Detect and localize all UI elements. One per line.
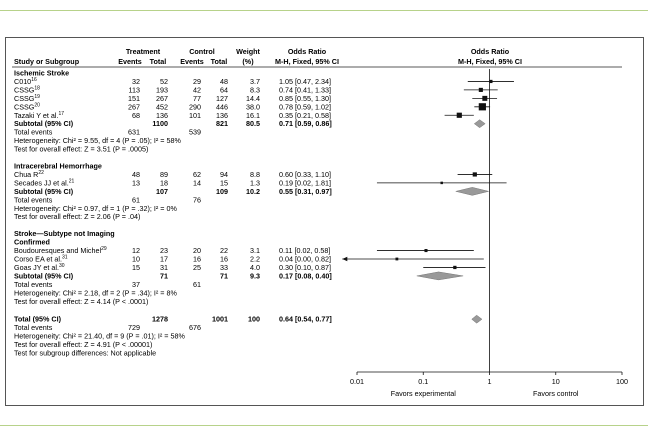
row-reference: 20 bbox=[34, 102, 40, 109]
treatment-total-cell: 267 bbox=[156, 93, 168, 103]
odds-ratio-cell: 0.85 [0.55, 1.30] bbox=[279, 93, 331, 103]
row-reference: 22 bbox=[38, 169, 44, 176]
control-events-cell: 25 bbox=[193, 262, 201, 272]
study-marker bbox=[473, 172, 477, 176]
row-label: Test for overall effect: Z = 3.51 (P = .0005) bbox=[14, 144, 149, 154]
treatment-total-cell: 452 bbox=[156, 102, 168, 112]
weight-cell: 38.0 bbox=[246, 102, 260, 112]
control-events-cell: 76 bbox=[193, 195, 201, 205]
header-weight-unit: (%) bbox=[242, 57, 254, 66]
study-marker bbox=[440, 182, 442, 184]
row-label: Test for overall effect: Z = 4.14 (P < .0001) bbox=[14, 296, 149, 306]
row-label: Subtotal (95% CI) bbox=[14, 186, 74, 196]
odds-ratio-cell: 0.35 [0.21, 0.58] bbox=[279, 110, 331, 120]
header-study: Study or Subgroup bbox=[14, 57, 80, 66]
row-label: Chua $R^{22}$ bbox=[14, 169, 44, 179]
study-marker bbox=[424, 249, 427, 252]
control-events-cell: 539 bbox=[189, 127, 201, 137]
study-marker bbox=[482, 96, 487, 101]
row-label: $C010^{16}$ bbox=[14, 76, 37, 86]
treatment-total-cell: 18 bbox=[160, 178, 168, 188]
weight-cell: 80.5 bbox=[246, 119, 260, 129]
study-marker bbox=[479, 88, 483, 92]
row-label: Test for overall effect: Z = 4.91 (P < .00001) bbox=[14, 340, 153, 350]
row-label: Total events bbox=[14, 323, 53, 333]
row-reference: 16 bbox=[31, 76, 37, 83]
weight-cell: 2.2 bbox=[250, 254, 260, 264]
plot-header-method: M-H, Fixed, 95% CI bbox=[458, 57, 522, 66]
control-events-cell: 14 bbox=[193, 178, 201, 188]
row-label: Subtotal (95% CI) bbox=[14, 119, 74, 129]
control-total-cell: 446 bbox=[216, 102, 228, 112]
row-reference: 29 bbox=[101, 246, 107, 253]
weight-cell: 14.4 bbox=[246, 93, 260, 103]
control-events-cell: 20 bbox=[193, 246, 201, 256]
control-events-cell: 61 bbox=[193, 279, 201, 289]
treatment-events-cell: 729 bbox=[128, 323, 140, 333]
row-label: Test for subgroup differences: Not applicable bbox=[14, 348, 157, 358]
treatment-total-cell: 1100 bbox=[152, 119, 168, 129]
row-label: CSSG$^{18}$ bbox=[14, 85, 40, 95]
favors-control-label: Favors control bbox=[532, 389, 579, 398]
treatment-events-cell: 151 bbox=[128, 93, 140, 103]
axis-tick-label: 100 bbox=[616, 377, 628, 386]
row-label: Tazaki Y et al.$^{17}$ bbox=[14, 110, 65, 120]
header-weight: Weight bbox=[236, 47, 260, 56]
control-events-cell: 29 bbox=[193, 76, 201, 86]
control-total-cell: 136 bbox=[216, 110, 228, 120]
odds-ratio-cell: 0.55 [0.31, 0.97] bbox=[279, 186, 332, 196]
row-label: Total (95% CI) bbox=[14, 314, 61, 324]
weight-cell: 9.3 bbox=[250, 271, 260, 281]
treatment-events-cell: 68 bbox=[132, 110, 140, 120]
odds-ratio-cell: 0.19 [0.02, 1.81] bbox=[279, 178, 331, 188]
row-reference: 31 bbox=[61, 254, 68, 261]
treatment-total-cell: 71 bbox=[160, 271, 168, 281]
control-events-cell: 77 bbox=[193, 93, 201, 103]
plot-header-title: Odds Ratio bbox=[470, 47, 510, 56]
control-events-cell: 101 bbox=[189, 110, 201, 120]
control-events-cell: 62 bbox=[193, 169, 201, 179]
study-marker bbox=[479, 103, 486, 110]
row-label: Heterogeneity: Chi² = 9.55, df = 4 (P = .05); I² = 58% bbox=[14, 136, 181, 146]
treatment-events-cell: 113 bbox=[128, 85, 140, 95]
row-label: Ischemic Stroke bbox=[14, 68, 70, 78]
control-total-cell: 109 bbox=[216, 186, 228, 196]
pooled-diamond bbox=[456, 187, 489, 195]
study-marker bbox=[457, 113, 462, 118]
odds-ratio-cell: 0.30 [0.10, 0.87] bbox=[279, 262, 331, 272]
treatment-total-cell: 31 bbox=[160, 262, 168, 272]
pooled-diamond bbox=[474, 120, 485, 128]
header-treatment-total: Total bbox=[149, 57, 167, 66]
treatment-total-cell: 89 bbox=[160, 169, 168, 179]
row-label: Heterogeneity: Chi² = 21.40, df = 9 (P = .01); I² = 58% bbox=[14, 331, 185, 341]
row-label: Heterogeneity: Chi² = 0.97, df = 1 (P = .32); I² = 0% bbox=[14, 203, 177, 213]
axis-tick-label: 1 bbox=[487, 377, 492, 386]
row-label: Goas JY et al.$^{30}$ bbox=[14, 262, 65, 272]
row-label: Total events bbox=[14, 279, 53, 289]
header-odds-ratio: Odds Ratio bbox=[287, 47, 327, 56]
row-label: Test for overall effect: Z = 2.06 (P = .04) bbox=[14, 212, 141, 222]
control-total-cell: 71 bbox=[220, 271, 228, 281]
odds-ratio-cell: 0.78 [0.59, 1.02] bbox=[279, 102, 331, 112]
control-total-cell: 821 bbox=[216, 119, 228, 129]
treatment-total-cell: 23 bbox=[160, 246, 168, 256]
row-label: Intracerebral Hemorrhage bbox=[14, 161, 102, 171]
treatment-events-cell: 12 bbox=[132, 246, 140, 256]
treatment-events-cell: 37 bbox=[132, 279, 140, 289]
row-reference: 17 bbox=[58, 110, 65, 117]
row-reference: 19 bbox=[34, 93, 40, 100]
control-total-cell: 16 bbox=[220, 254, 228, 264]
control-total-cell: 15 bbox=[220, 178, 228, 188]
odds-ratio-cell: 0.17 [0.08, 0.40] bbox=[279, 271, 332, 281]
treatment-total-cell: 136 bbox=[156, 110, 168, 120]
weight-cell: 16.1 bbox=[246, 110, 260, 120]
weight-cell: 100 bbox=[248, 314, 260, 324]
ci-arrow-icon bbox=[342, 257, 347, 261]
treatment-events-cell: 15 bbox=[132, 262, 140, 272]
odds-ratio-cell: 0.11 [0.02, 0.58] bbox=[279, 246, 331, 256]
study-marker bbox=[395, 258, 398, 261]
odds-ratio-cell: 0.64 [0.54, 0.77] bbox=[279, 314, 332, 324]
treatment-events-cell: 13 bbox=[132, 178, 140, 188]
row-label: Heterogeneity: Chi² = 2.18, df = 2 (P = .34); I² = 8% bbox=[14, 288, 177, 298]
plot-area bbox=[342, 69, 514, 372]
control-total-cell: 22 bbox=[220, 246, 228, 256]
treatment-total-cell: 107 bbox=[156, 186, 168, 196]
header-control-events: Events bbox=[180, 57, 204, 66]
row-reference: 30 bbox=[59, 262, 65, 269]
treatment-total-cell: 193 bbox=[156, 85, 168, 95]
control-events-cell: 290 bbox=[189, 102, 201, 112]
table-header bbox=[14, 47, 522, 66]
weight-cell: 4.0 bbox=[250, 262, 260, 272]
control-total-cell: 64 bbox=[220, 85, 228, 95]
study-marker bbox=[453, 266, 456, 269]
header-treatment: Treatment bbox=[125, 47, 161, 56]
pooled-diamond bbox=[472, 315, 482, 323]
table-rows bbox=[14, 69, 332, 358]
header-control-total: Total bbox=[210, 57, 228, 66]
treatment-events-cell: 48 bbox=[132, 169, 140, 179]
treatment-total-cell: 1278 bbox=[152, 314, 168, 324]
weight-cell: 8.8 bbox=[250, 169, 260, 179]
control-total-cell: 33 bbox=[220, 262, 228, 272]
row-label: Total events bbox=[14, 195, 53, 205]
row-label: CSSG$^{20}$ bbox=[14, 102, 40, 112]
pooled-diamond bbox=[417, 272, 463, 280]
header-control: Control bbox=[189, 47, 215, 56]
row-reference: 18 bbox=[34, 85, 40, 92]
header-treatment-events: Events bbox=[118, 57, 142, 66]
control-events-cell: 16 bbox=[193, 254, 201, 264]
axis-tick-label: 0.01 bbox=[350, 377, 364, 386]
axis-tick-label: 10 bbox=[551, 377, 560, 386]
weight-cell: 3.1 bbox=[250, 246, 260, 256]
row-label: Confirmed bbox=[14, 237, 50, 247]
treatment-total-cell: 17 bbox=[160, 254, 168, 264]
control-events-cell: 42 bbox=[193, 85, 201, 95]
treatment-events-cell: 10 bbox=[132, 254, 140, 264]
control-total-cell: 94 bbox=[220, 169, 228, 179]
axis-tick-label: 0.1 bbox=[418, 377, 429, 386]
control-total-cell: 48 bbox=[220, 76, 228, 86]
weight-cell: 1.3 bbox=[250, 178, 260, 188]
weight-cell: 8.3 bbox=[250, 85, 260, 95]
row-label: Subtotal (95% CI) bbox=[14, 271, 74, 281]
treatment-events-cell: 32 bbox=[132, 76, 140, 86]
favors-experimental-label: Favors experimental bbox=[390, 389, 456, 398]
header-odds-ratio-method: M-H, Fixed, 95% CI bbox=[275, 57, 339, 66]
control-events-cell: 676 bbox=[189, 323, 201, 333]
odds-ratio-cell: 0.60 [0.33, 1.10] bbox=[279, 169, 331, 179]
odds-ratio-cell: 0.71 [0.59, 0.86] bbox=[279, 119, 332, 129]
odds-ratio-cell: 0.74 [0.41, 1.33] bbox=[279, 85, 331, 95]
row-label: Secades JJ et al.$^{21}$ bbox=[14, 178, 75, 188]
control-total-cell: 1001 bbox=[212, 314, 228, 324]
row-label: Boudouresques and Michel$^{29}$ bbox=[14, 246, 107, 256]
treatment-total-cell: 52 bbox=[160, 76, 168, 86]
odds-ratio-cell: 1.05 [0.47, 2.34] bbox=[279, 76, 331, 86]
treatment-events-cell: 61 bbox=[132, 195, 140, 205]
weight-cell: 3.7 bbox=[250, 76, 260, 86]
control-total-cell: 127 bbox=[216, 93, 228, 103]
row-label: Corso EA et al.$^{31}$ bbox=[14, 254, 68, 264]
weight-cell: 10.2 bbox=[246, 186, 260, 196]
treatment-events-cell: 631 bbox=[128, 127, 140, 137]
row-label: Stroke—Subtype not Imaging bbox=[14, 229, 115, 239]
row-label: CSSG$^{19}$ bbox=[14, 93, 40, 103]
row-label: Total events bbox=[14, 127, 53, 137]
treatment-events-cell: 267 bbox=[128, 102, 140, 112]
x-axis bbox=[350, 372, 628, 398]
row-reference: 21 bbox=[68, 178, 75, 185]
odds-ratio-cell: 0.04 [0.00, 0.82] bbox=[279, 254, 331, 264]
